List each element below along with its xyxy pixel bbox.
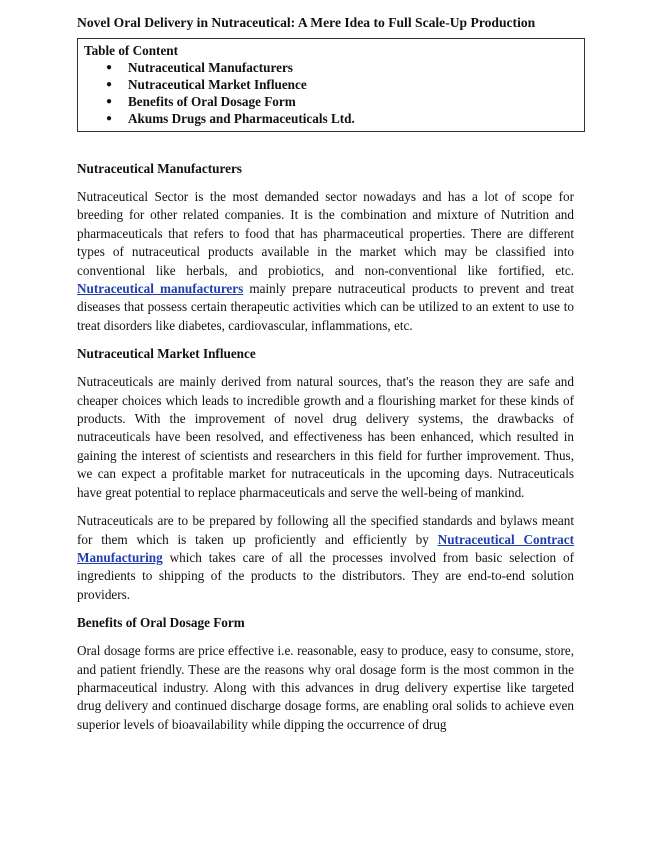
toc-item [106, 110, 578, 127]
paragraph-manufacturers [77, 188, 574, 335]
document-page [77, 14, 574, 744]
paragraph-text: mainly prepare nutraceutical products to prevent and treat diseases that possess certain therapeutic activities which can be utilized to an extent to use to treat disorders like diabetes, cardiovascular, inflammations, etc. [77, 281, 575, 333]
paragraph-market-1: Nutraceuticals are mainly derived from natural sources, that's the reason they are safe and cheaper choices which leads to incredible growth and a flourishing market for these kinds of products. With the improvement of novel drug delivery systems, the drawbacks of nutraceuticals have been resolved, and effectiveness has been enhanced, which resulted in gaining the interest of scientists and researchers in this field for further improvement. Thus, we can expect a profitable market for nutraceuticals in the upcoming days. Nutraceuticals have great potential to replace pharmaceuticals and serve the well-being of mankind. [77, 374, 574, 500]
paragraph-benefits: Oral dosage forms are price effective i.e. reasonable, easy to produce, easy to consume, store, and patient friendly. These are the reasons why oral dosage form is the most common in the pharmaceutical industry. Along with this advances in drug delivery expertise like targeted drug delivery and continued discharge dosage forms, are enabling oral solids to achieve even superior levels of bioavailability while dipping the occurrence of drug [77, 643, 574, 732]
toc-item [106, 93, 578, 110]
toc-item [106, 76, 578, 93]
paragraph-market-2 [77, 512, 574, 604]
bullet-icon: ● [106, 79, 113, 90]
paragraph-text: Nutraceutical Sector is the most demanded sector nowadays and has a lot of scope for breeding for other related companies. It is the combination and mixture of Nutrition and pharmaceuticals that refers to food that has pharmaceutical properties. There are different types of nutraceutical products available in the market which may be classified into conventional like herbals, and probiotics, and non-conventional like fortified, etc. [77, 189, 574, 278]
table-of-content-box [77, 38, 585, 132]
toc-item-label: Akums Drugs and Pharmaceuticals Ltd. [128, 111, 355, 126]
nutraceutical-manufacturers-link[interactable]: Nutraceutical manufacturers [77, 281, 244, 297]
toc-item-label: Benefits of Oral Dosage Form [128, 94, 296, 109]
section-heading-benefits: Benefits of Oral Dosage Form [77, 615, 245, 631]
paragraph-text: which takes care of all the processes involved from basic selection of ingredients to shipping of the products to the distributors. They are end-to-end solution providers. [77, 549, 574, 602]
toc-item-label: Nutraceutical Manufacturers [128, 60, 293, 75]
toc-item [106, 59, 578, 76]
document-title: Novel Oral Delivery in Nutraceutical: A Mere Idea to Full Scale-Up Production [77, 15, 536, 30]
bullet-icon: ● [106, 96, 113, 107]
section-heading-manufacturers: Nutraceutical Manufacturers [77, 161, 242, 176]
section-heading-market: Nutraceutical Market Influence [77, 346, 256, 362]
bullet-icon: ● [106, 62, 113, 73]
toc-heading: Table of Content [84, 43, 179, 58]
paragraph-text: Nutraceuticals are to be prepared by following all the specified standards and bylaws meant for them which is taken up proficiently and efficiently by [77, 513, 574, 547]
bullet-icon: ● [106, 113, 113, 124]
contract-manufacturing-link[interactable]: Nutraceutical Contract Manufacturing [77, 531, 574, 565]
toc-item-label: Nutraceutical Market Influence [128, 77, 307, 92]
toc-list [84, 59, 578, 127]
